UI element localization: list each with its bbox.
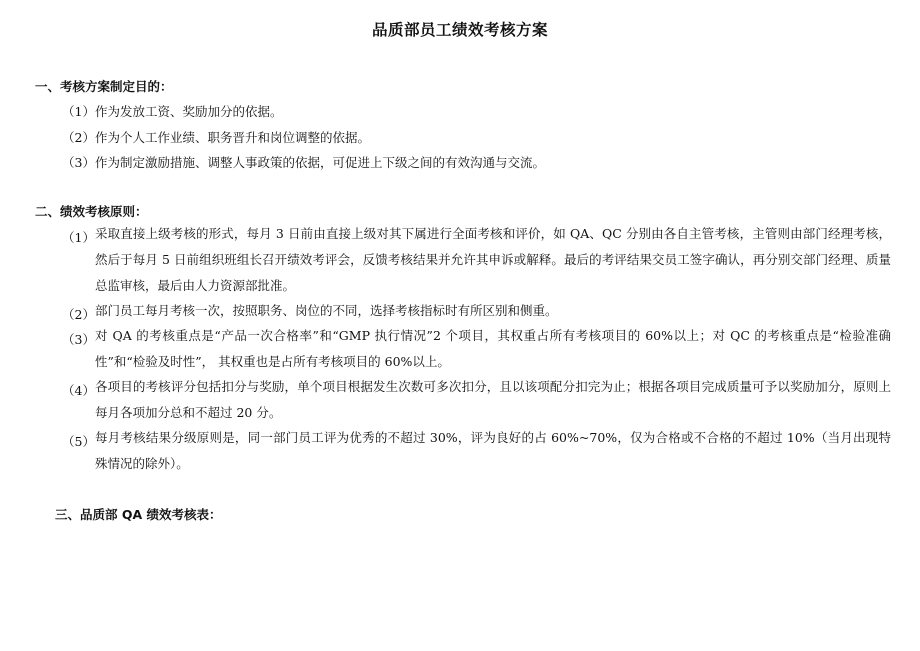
section-1-item-3: （3）作为制定激励措施、调整人事政策的依据，可促进上下级之间的有效沟通与交流。	[62, 155, 545, 170]
principle-5-number: （5）	[62, 434, 95, 449]
principle-2-number: （2）	[62, 307, 95, 322]
document-title: 品质部员工绩效考核方案	[371, 21, 548, 39]
principle-3-text: 对 QA 的考核重点是“产品一次合格率”和“GMP 执行情况”2 个项目，其权重占所有考核项目的 60%以上；对 QC 的考核重点是“检验准确性”和“检验及时性”， 其权重也是占所有考核项目的 60%以上。	[95, 328, 891, 369]
principle-4-number: （4）	[62, 383, 95, 398]
principle-1-number: （1）	[62, 230, 95, 245]
section-2-heading: 二、绩效考核原则：	[35, 204, 148, 219]
principle-1-text: 采取直接上级考核的形式，每月 3 日前由直接上级对其下属进行全面考核和评价，如 QA、QC 分别由各自主管考核，主管则由部门经理考核，然后于每月 5 日前组织班组长召开绩效考评会，反馈考核结果并允许其申诉或解释。最后的考评结果交员工签字确认，再分别交部门经理、质量总监审核，最后由人力资源部批准。	[95, 226, 891, 293]
principle-4-text: 各项目的考核评分包括扣分与奖励，单个项目根据发生次数可多次扣分，且以该项配分扣完为止；根据各项目完成质量可予以奖励加分，原则上每月各项加分总和不超过 20 分。	[95, 379, 891, 420]
section-1-heading: 一、考核方案制定目的：	[35, 79, 173, 94]
section-3-heading: 三、品质部 QA 绩效考核表：	[55, 507, 222, 522]
principle-3-number: （3）	[62, 332, 95, 347]
principle-5-text: 每月考核结果分级原则是，同一部门员工评为优秀的不超过 30%，评为良好的占 60%~70%，仅为合格或不合格的不超过 10%（当月出现特殊情况的除外）。	[95, 430, 891, 471]
section-1-item-1: （1）作为发放工资、奖励加分的依据。	[62, 104, 283, 119]
section-1-item-2: （2）作为个人工作业绩、职务晋升和岗位调整的依据。	[62, 130, 370, 145]
principle-2-text: 部门员工每月考核一次，按照职务、岗位的不同，选择考核指标时有所区别和侧重。	[95, 303, 558, 318]
